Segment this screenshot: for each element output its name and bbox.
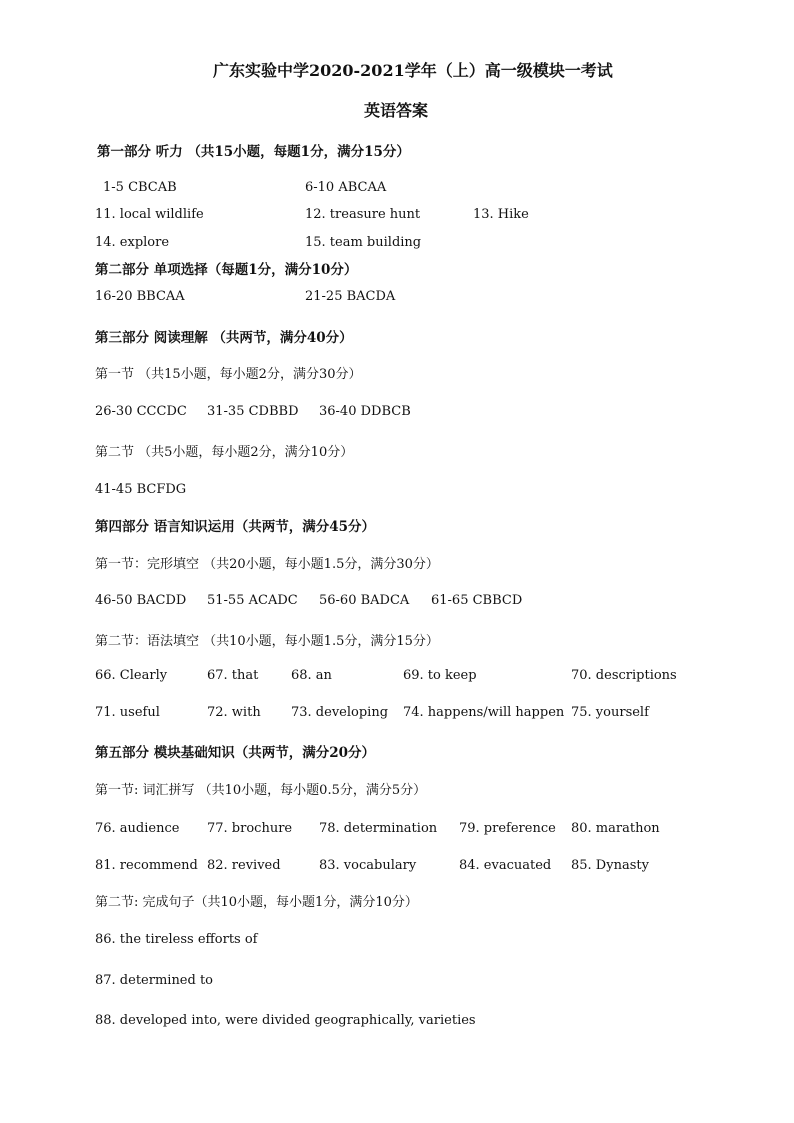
answer-82: 82. revived bbox=[207, 858, 281, 873]
answer-73: 73. developing bbox=[291, 705, 389, 720]
answer-68: 68. an bbox=[291, 668, 332, 683]
part5-header: 第五部分 模块基础知识（共两节，满分20分） bbox=[95, 745, 375, 761]
answer-36-40: 36-40 DDBCB bbox=[319, 404, 411, 419]
answer-15: 15. team building bbox=[305, 235, 422, 250]
answer-77: 77. brochure bbox=[207, 821, 293, 836]
answer-21-25: 21-25 BACDA bbox=[305, 289, 396, 304]
answer-76: 76. audience bbox=[95, 821, 180, 836]
page-subtitle: 英语答案 bbox=[364, 101, 429, 120]
answer-80: 80. marathon bbox=[571, 821, 660, 836]
answer-12: 12. treasure hunt bbox=[305, 207, 421, 222]
part1-header: 第一部分 听力 （共15小题，每题1分，满分15分） bbox=[97, 144, 410, 160]
answer-56-60: 56-60 BADCA bbox=[319, 593, 410, 608]
answer-66: 66. Clearly bbox=[95, 668, 168, 683]
answer-79: 79. preference bbox=[459, 821, 556, 836]
answer-11: 11. local wildlife bbox=[95, 207, 204, 222]
part3-section1-header: 第一节 （共15小题，每小题2分，满分30分） bbox=[95, 367, 362, 382]
answer-69: 69. to keep bbox=[403, 668, 477, 683]
answer-14: 14. explore bbox=[95, 235, 170, 250]
answer-31-35: 31-35 CDBBD bbox=[207, 404, 299, 419]
answer-70: 70. descriptions bbox=[571, 668, 677, 683]
answer-1-5: 1-5 CBCAB bbox=[103, 180, 177, 195]
answer-87: 87. determined to bbox=[95, 973, 214, 988]
answer-61-65: 61-65 CBBCD bbox=[431, 593, 523, 608]
answer-81: 81. recommend bbox=[95, 858, 198, 873]
answer-84: 84. evacuated bbox=[459, 858, 552, 873]
part4-section2-header: 第二节：语法填空 （共10小题，每小题1.5分，满分15分） bbox=[95, 634, 439, 649]
answer-16-20: 16-20 BBCAA bbox=[95, 289, 185, 304]
part3-section2-header: 第二节 （共5小题，每小题2分，满分10分） bbox=[95, 445, 354, 460]
answer-86: 86. the tireless efforts of bbox=[95, 932, 258, 947]
part4-section1-header: 第一节：完形填空 （共20小题，每小题1.5分，满分30分） bbox=[95, 557, 439, 572]
answer-83: 83. vocabulary bbox=[319, 858, 417, 873]
page-title: 广东实验中学2020-2021学年（上）高一级模块一考试 bbox=[213, 61, 613, 80]
part3-header: 第三部分 阅读理解 （共两节，满分40分） bbox=[95, 330, 353, 346]
part4-header: 第四部分 语言知识运用（共两节，满分45分） bbox=[95, 519, 375, 535]
answer-88: 88. developed into, were divided geographically, varieties bbox=[95, 1013, 476, 1028]
answer-51-55: 51-55 ACADC bbox=[207, 593, 298, 608]
answer-13: 13. Hike bbox=[473, 207, 529, 222]
part2-header: 第二部分 单项选择（每题1分，满分10分） bbox=[95, 262, 358, 278]
answer-85: 85. Dynasty bbox=[571, 858, 649, 873]
answer-67: 67. that bbox=[207, 668, 259, 683]
answer-72: 72. with bbox=[207, 705, 261, 720]
answer-46-50: 46-50 BACDD bbox=[95, 593, 187, 608]
answer-41-45: 41-45 BCFDG bbox=[95, 482, 187, 497]
answer-78: 78. determination bbox=[319, 821, 438, 836]
answer-74: 74. happens/will happen bbox=[403, 705, 565, 720]
part5-section1-header: 第一节: 词汇拼写 （共10小题，每小题0.5分，满分5分） bbox=[95, 783, 427, 798]
part5-section2-header: 第二节: 完成句子（共10小题，每小题1分，满分10分） bbox=[95, 895, 418, 910]
answer-71: 71. useful bbox=[95, 705, 160, 720]
answer-6-10: 6-10 ABCAA bbox=[305, 180, 387, 195]
answer-26-30: 26-30 CCCDC bbox=[95, 404, 187, 419]
answer-75: 75. yourself bbox=[571, 705, 649, 720]
